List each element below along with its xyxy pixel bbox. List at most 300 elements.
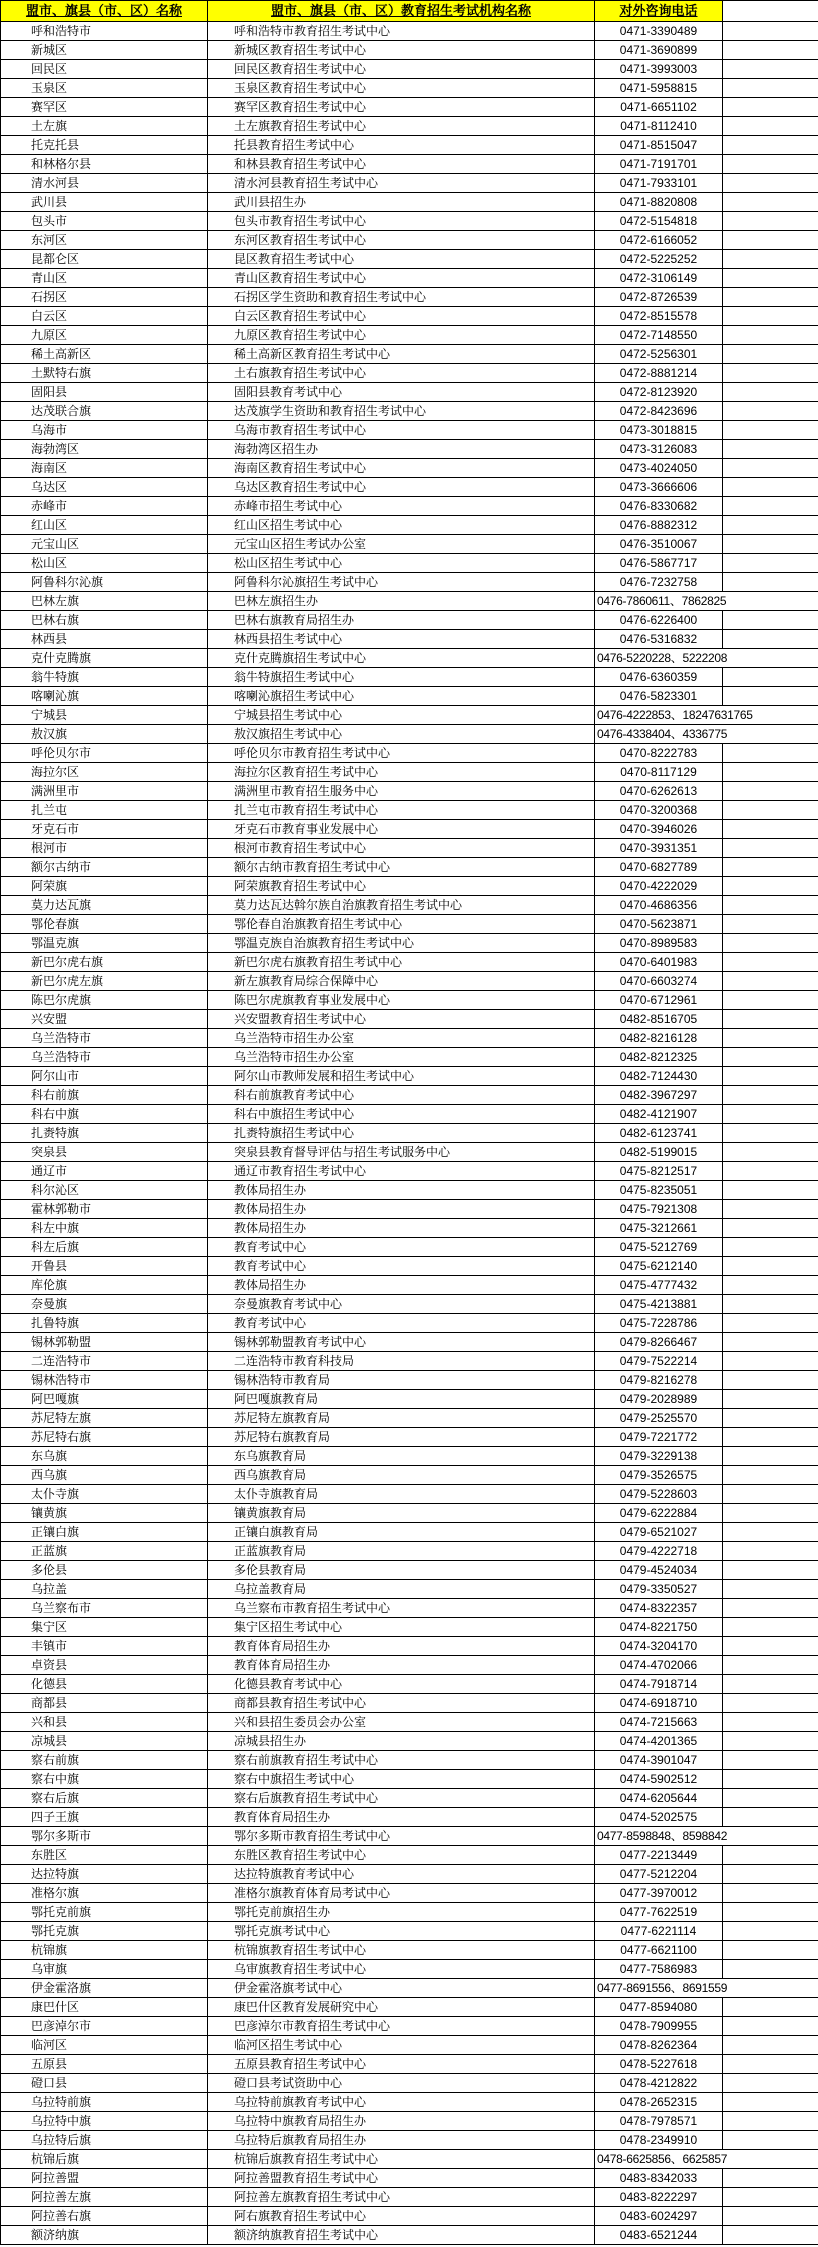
phone-cell: 0483-6024297 xyxy=(594,2207,723,2225)
org-name-cell: 磴口县考试资助中心 xyxy=(207,2074,594,2092)
region-name-cell: 海南区 xyxy=(0,459,207,477)
row-right-margin xyxy=(723,1219,818,1237)
phone-cell: 0472-3106149 xyxy=(594,269,723,287)
table-row xyxy=(0,687,818,706)
org-name-cell: 石拐区学生资助和教育招生考试中心 xyxy=(207,288,594,306)
region-name-cell: 伊金霍洛旗 xyxy=(0,1979,207,1997)
row-right-margin xyxy=(723,1276,818,1294)
table-row xyxy=(0,763,818,782)
org-name-cell: 新巴尔虎右旗教育招生考试中心 xyxy=(207,953,594,971)
phone-cell: 0474-3901047 xyxy=(594,1751,723,1769)
region-name-cell: 正镶白旗 xyxy=(0,1523,207,1541)
table-row xyxy=(0,478,818,497)
region-name-cell: 兴安盟 xyxy=(0,1010,207,1028)
phone-cell: 0471-6651102 xyxy=(594,98,723,116)
org-name-cell: 教体局招生办 xyxy=(207,1219,594,1237)
row-right-margin xyxy=(723,155,818,173)
phone-cell: 0479-8266467 xyxy=(594,1333,723,1351)
table-body xyxy=(0,22,818,2245)
region-name-cell: 开鲁县 xyxy=(0,1257,207,1275)
region-name-cell: 乌拉特前旗 xyxy=(0,2093,207,2111)
row-right-margin xyxy=(723,1124,818,1142)
table-row xyxy=(0,364,818,383)
table-row xyxy=(0,1770,818,1789)
phone-cell: 0479-7221772 xyxy=(594,1428,723,1446)
phone-cell: 0470-8989583 xyxy=(594,934,723,952)
row-right-margin xyxy=(723,744,818,762)
row-right-margin xyxy=(723,478,818,496)
region-name-cell: 科右前旗 xyxy=(0,1086,207,1104)
org-name-cell: 准格尔旗教育体育局考试中心 xyxy=(207,1884,594,1902)
phone-cell: 0472-5154818 xyxy=(594,212,723,230)
row-right-margin xyxy=(723,1409,818,1427)
region-name-cell: 鄂温克旗 xyxy=(0,934,207,952)
region-name-cell: 阿巴嘎旗 xyxy=(0,1390,207,1408)
org-name-cell: 五原县教育招生考试中心 xyxy=(207,2055,594,2073)
table-row xyxy=(0,98,818,117)
phone-cell: 0479-8216278 xyxy=(594,1371,723,1389)
row-right-margin xyxy=(723,630,818,648)
org-name-cell: 乌审旗教育招生考试中心 xyxy=(207,1960,594,1978)
row-right-margin xyxy=(723,1048,818,1066)
row-right-margin xyxy=(723,1789,818,1807)
org-name-cell: 根河市教育招生考试中心 xyxy=(207,839,594,857)
table-row xyxy=(0,1466,818,1485)
table-row xyxy=(0,915,818,934)
phone-cell: 0476-6226400 xyxy=(594,611,723,629)
org-name-cell: 化德县教育考试中心 xyxy=(207,1675,594,1693)
region-name-cell: 呼伦贝尔市 xyxy=(0,744,207,762)
region-name-cell: 鄂伦春旗 xyxy=(0,915,207,933)
org-name-cell: 通辽市教育招生考试中心 xyxy=(207,1162,594,1180)
phone-cell: 0474-6205644 xyxy=(594,1789,723,1807)
phone-cell: 0470-8222783 xyxy=(594,744,723,762)
org-name-cell: 包头市教育招生考试中心 xyxy=(207,212,594,230)
phone-cell: 0476-5316832 xyxy=(594,630,723,648)
table-row xyxy=(0,1960,818,1979)
region-name-cell: 阿拉善右旗 xyxy=(0,2207,207,2225)
phone-cell: 0477-8594080 xyxy=(594,1998,723,2016)
phone-cell: 0470-3200368 xyxy=(594,801,723,819)
org-name-cell: 锡林浩特市教育局 xyxy=(207,1371,594,1389)
region-name-cell: 赛罕区 xyxy=(0,98,207,116)
row-right-margin xyxy=(723,2188,818,2206)
table-row xyxy=(0,1979,818,1998)
row-right-margin xyxy=(723,288,818,306)
org-name-cell: 阿右旗教育招生考试中心 xyxy=(207,2207,594,2225)
region-name-cell: 突泉县 xyxy=(0,1143,207,1161)
table-row xyxy=(0,1485,818,1504)
phone-cell: 0472-7148550 xyxy=(594,326,723,344)
org-name-cell: 克什克腾旗招生考试中心 xyxy=(207,649,594,667)
row-right-margin xyxy=(723,554,818,572)
table-row xyxy=(0,2036,818,2055)
org-name-cell: 土左旗教育招生考试中心 xyxy=(207,117,594,135)
table-row xyxy=(0,1105,818,1124)
region-name-cell: 二连浩特市 xyxy=(0,1352,207,1370)
org-name-cell: 满洲里市教育招生服务中心 xyxy=(207,782,594,800)
row-right-margin xyxy=(723,22,818,40)
region-name-cell: 玉泉区 xyxy=(0,79,207,97)
table-row xyxy=(0,668,818,687)
org-name-cell: 鄂尔多斯市教育招生考试中心 xyxy=(207,1827,594,1845)
table-row xyxy=(0,1713,818,1732)
region-name-cell: 阿拉善左旗 xyxy=(0,2188,207,2206)
table-row xyxy=(0,402,818,421)
org-name-cell: 玉泉区教育招生考试中心 xyxy=(207,79,594,97)
table-row xyxy=(0,1219,818,1238)
row-right-margin xyxy=(723,1067,818,1085)
table-row xyxy=(0,2207,818,2226)
row-right-margin xyxy=(723,2131,818,2149)
table-row xyxy=(0,839,818,858)
region-name-cell: 根河市 xyxy=(0,839,207,857)
row-right-margin xyxy=(723,2150,818,2168)
row-right-margin xyxy=(723,1542,818,1560)
region-name-cell: 科尔沁区 xyxy=(0,1181,207,1199)
phone-cell: 0470-6262613 xyxy=(594,782,723,800)
region-name-cell: 乌兰浩特市 xyxy=(0,1048,207,1066)
phone-cell: 0472-6166052 xyxy=(594,231,723,249)
table-row xyxy=(0,117,818,136)
row-right-margin xyxy=(723,41,818,59)
row-right-margin xyxy=(723,839,818,857)
region-name-cell: 土默特右旗 xyxy=(0,364,207,382)
phone-cell: 0474-5902512 xyxy=(594,1770,723,1788)
phone-cell: 0475-3212661 xyxy=(594,1219,723,1237)
table-row xyxy=(0,1694,818,1713)
phone-cell: 0476-4222853、18247631765 xyxy=(594,706,723,724)
row-right-margin xyxy=(723,1656,818,1674)
org-name-cell: 九原区教育招生考试中心 xyxy=(207,326,594,344)
table-row xyxy=(0,1428,818,1447)
row-right-margin xyxy=(723,801,818,819)
phone-cell: 0475-6212140 xyxy=(594,1257,723,1275)
row-right-margin xyxy=(723,1580,818,1598)
row-right-margin xyxy=(723,2074,818,2092)
phone-cell: 0471-7933101 xyxy=(594,174,723,192)
org-name-cell: 苏尼特右旗教育局 xyxy=(207,1428,594,1446)
table-row xyxy=(0,1732,818,1751)
table-row xyxy=(0,516,818,535)
row-right-margin xyxy=(723,79,818,97)
header-right-margin xyxy=(723,1,818,21)
region-name-cell: 正蓝旗 xyxy=(0,1542,207,1560)
row-right-margin xyxy=(723,877,818,895)
table-row xyxy=(0,744,818,763)
table-row xyxy=(0,2226,818,2245)
region-name-cell: 扎赉特旗 xyxy=(0,1124,207,1142)
row-right-margin xyxy=(723,1941,818,1959)
region-name-cell: 杭锦旗 xyxy=(0,1941,207,1959)
region-name-cell: 化德县 xyxy=(0,1675,207,1693)
org-name-cell: 杭锦旗教育招生考试中心 xyxy=(207,1941,594,1959)
org-name-cell: 苏尼特左旗教育局 xyxy=(207,1409,594,1427)
table-row xyxy=(0,1200,818,1219)
org-name-cell: 白云区教育招生考试中心 xyxy=(207,307,594,325)
phone-cell: 0472-8123920 xyxy=(594,383,723,401)
table-row xyxy=(0,79,818,98)
phone-cell: 0470-6712961 xyxy=(594,991,723,1009)
phone-cell: 0478-7909955 xyxy=(594,2017,723,2035)
region-name-cell: 杭锦后旗 xyxy=(0,2150,207,2168)
row-right-margin xyxy=(723,1010,818,1028)
phone-cell: 0482-4121907 xyxy=(594,1105,723,1123)
org-name-cell: 伊金霍洛旗考试中心 xyxy=(207,1979,594,1997)
row-right-margin xyxy=(723,231,818,249)
phone-cell: 0471-8515047 xyxy=(594,136,723,154)
org-name-cell: 稀土高新区教育招生考试中心 xyxy=(207,345,594,363)
table-row xyxy=(0,1029,818,1048)
phone-cell: 0472-8423696 xyxy=(594,402,723,420)
region-name-cell: 呼和浩特市 xyxy=(0,22,207,40)
org-name-cell: 固阳县教育考试中心 xyxy=(207,383,594,401)
row-right-margin xyxy=(723,2055,818,2073)
region-name-cell: 乌达区 xyxy=(0,478,207,496)
org-name-cell: 教体局招生办 xyxy=(207,1200,594,1218)
phone-cell: 0479-5228603 xyxy=(594,1485,723,1503)
row-right-margin xyxy=(723,934,818,952)
phone-cell: 0476-5823301 xyxy=(594,687,723,705)
phone-cell: 0471-3690899 xyxy=(594,41,723,59)
org-name-cell: 托县教育招生考试中心 xyxy=(207,136,594,154)
table-row xyxy=(0,1865,818,1884)
region-name-cell: 额尔古纳市 xyxy=(0,858,207,876)
table-row xyxy=(0,1542,818,1561)
table-row xyxy=(0,1067,818,1086)
region-name-cell: 商都县 xyxy=(0,1694,207,1712)
org-name-cell: 林西县招生考试中心 xyxy=(207,630,594,648)
org-name-cell: 乌拉盖教育局 xyxy=(207,1580,594,1598)
table-row xyxy=(0,136,818,155)
table-row xyxy=(0,212,818,231)
phone-cell: 0470-3931351 xyxy=(594,839,723,857)
phone-cell: 0472-8515578 xyxy=(594,307,723,325)
region-name-cell: 霍林郭勒市 xyxy=(0,1200,207,1218)
org-name-cell: 元宝山区招生考试办公室 xyxy=(207,535,594,553)
org-name-cell: 海南区教育招生考试中心 xyxy=(207,459,594,477)
table-row xyxy=(0,1409,818,1428)
org-name-cell: 扎赉特旗招生考试中心 xyxy=(207,1124,594,1142)
region-name-cell: 鄂托克旗 xyxy=(0,1922,207,1940)
phone-cell: 0476-8882312 xyxy=(594,516,723,534)
phone-cell: 0476-8330682 xyxy=(594,497,723,515)
phone-cell: 0475-8235051 xyxy=(594,1181,723,1199)
org-name-cell: 多伦县教育局 xyxy=(207,1561,594,1579)
region-name-cell: 巴林右旗 xyxy=(0,611,207,629)
row-right-margin xyxy=(723,1200,818,1218)
row-right-margin xyxy=(723,1561,818,1579)
org-name-cell: 教育体育局招生办 xyxy=(207,1637,594,1655)
table-row xyxy=(0,1808,818,1827)
row-right-margin xyxy=(723,953,818,971)
table-row xyxy=(0,1086,818,1105)
region-name-cell: 五原县 xyxy=(0,2055,207,2073)
table-row xyxy=(0,345,818,364)
table-row xyxy=(0,2074,818,2093)
region-name-cell: 红山区 xyxy=(0,516,207,534)
table-row xyxy=(0,592,818,611)
table-row xyxy=(0,972,818,991)
region-name-cell: 赤峰市 xyxy=(0,497,207,515)
table-row xyxy=(0,820,818,839)
phone-cell: 0478-6625856、6625857 xyxy=(594,2150,723,2168)
phone-cell: 0477-5212204 xyxy=(594,1865,723,1883)
org-name-cell: 乌达区教育招生考试中心 xyxy=(207,478,594,496)
row-right-margin xyxy=(723,1751,818,1769)
org-name-cell: 乌海市教育招生考试中心 xyxy=(207,421,594,439)
table-row xyxy=(0,1333,818,1352)
table-row xyxy=(0,1181,818,1200)
table-row xyxy=(0,155,818,174)
row-right-margin xyxy=(723,1922,818,1940)
table-row xyxy=(0,1675,818,1694)
table-row xyxy=(0,725,818,744)
phone-cell: 0476-5220228、5222208 xyxy=(594,649,723,667)
phone-cell: 0472-5256301 xyxy=(594,345,723,363)
org-name-cell: 鄂托克前旗招生办 xyxy=(207,1903,594,1921)
row-right-margin xyxy=(723,1618,818,1636)
org-name-cell: 额尔古纳市教育招生考试中心 xyxy=(207,858,594,876)
table-row xyxy=(0,2169,818,2188)
table-row xyxy=(0,858,818,877)
table-row xyxy=(0,1352,818,1371)
row-right-margin xyxy=(723,1979,818,1997)
phone-cell: 0473-3666606 xyxy=(594,478,723,496)
phone-cell: 0474-8322357 xyxy=(594,1599,723,1617)
region-name-cell: 东胜区 xyxy=(0,1846,207,1864)
table-row xyxy=(0,991,818,1010)
org-name-cell: 教育体育局招生办 xyxy=(207,1808,594,1826)
row-right-margin xyxy=(723,592,818,610)
header-org-name: 盟市、旗县（市、区）教育招生考试机构名称 xyxy=(207,1,594,21)
row-right-margin xyxy=(723,440,818,458)
region-name-cell: 丰镇市 xyxy=(0,1637,207,1655)
region-name-cell: 陈巴尔虎旗 xyxy=(0,991,207,1009)
row-right-margin xyxy=(723,1960,818,1978)
row-right-margin xyxy=(723,535,818,553)
region-name-cell: 满洲里市 xyxy=(0,782,207,800)
region-name-cell: 西乌旗 xyxy=(0,1466,207,1484)
phone-cell: 0470-6401983 xyxy=(594,953,723,971)
row-right-margin xyxy=(723,706,818,724)
region-name-cell: 阿拉善盟 xyxy=(0,2169,207,2187)
org-name-cell: 宁城县招生考试中心 xyxy=(207,706,594,724)
region-name-cell: 乌拉特后旗 xyxy=(0,2131,207,2149)
row-right-margin xyxy=(723,725,818,743)
org-name-cell: 鄂温克族自治旗教育招生考试中心 xyxy=(207,934,594,952)
row-right-margin xyxy=(723,136,818,154)
table-row xyxy=(0,1295,818,1314)
row-right-margin xyxy=(723,383,818,401)
table-row xyxy=(0,1618,818,1637)
region-name-cell: 回民区 xyxy=(0,60,207,78)
phone-cell: 0479-3526575 xyxy=(594,1466,723,1484)
table-row xyxy=(0,1580,818,1599)
region-name-cell: 达茂联合旗 xyxy=(0,402,207,420)
phone-cell: 0479-6521027 xyxy=(594,1523,723,1541)
row-right-margin xyxy=(723,1504,818,1522)
table-row xyxy=(0,877,818,896)
table-row xyxy=(0,1314,818,1333)
region-name-cell: 鄂托克前旗 xyxy=(0,1903,207,1921)
row-right-margin xyxy=(723,459,818,477)
table-row xyxy=(0,22,818,41)
row-right-margin xyxy=(723,573,818,591)
org-name-cell: 阿拉善左旗教育招生考试中心 xyxy=(207,2188,594,2206)
phone-cell: 0478-2652315 xyxy=(594,2093,723,2111)
region-name-cell: 乌拉特中旗 xyxy=(0,2112,207,2130)
org-name-cell: 锡林郭勒盟教育考试中心 xyxy=(207,1333,594,1351)
row-right-margin xyxy=(723,1295,818,1313)
row-right-margin xyxy=(723,820,818,838)
phone-cell: 0474-4702066 xyxy=(594,1656,723,1674)
table-row xyxy=(0,269,818,288)
phone-cell: 0475-5212769 xyxy=(594,1238,723,1256)
phone-cell: 0476-4338404、4336775 xyxy=(594,725,723,743)
phone-cell: 0476-5867717 xyxy=(594,554,723,572)
region-name-cell: 科左中旗 xyxy=(0,1219,207,1237)
row-right-margin xyxy=(723,1029,818,1047)
region-name-cell: 和林格尔县 xyxy=(0,155,207,173)
org-name-cell: 翁牛特旗招生考试中心 xyxy=(207,668,594,686)
row-right-margin xyxy=(723,1333,818,1351)
region-name-cell: 土左旗 xyxy=(0,117,207,135)
region-name-cell: 海勃湾区 xyxy=(0,440,207,458)
org-name-cell: 鄂托克旗考试中心 xyxy=(207,1922,594,1940)
table-row xyxy=(0,1561,818,1580)
phone-cell: 0479-6222884 xyxy=(594,1504,723,1522)
row-right-margin xyxy=(723,1352,818,1370)
org-name-cell: 赤峰市招生考试中心 xyxy=(207,497,594,515)
org-name-cell: 扎兰屯市教育招生考试中心 xyxy=(207,801,594,819)
org-name-cell: 兴和县招生委员会办公室 xyxy=(207,1713,594,1731)
region-name-cell: 巴林左旗 xyxy=(0,592,207,610)
row-right-margin xyxy=(723,212,818,230)
phone-cell: 0471-8820808 xyxy=(594,193,723,211)
region-name-cell: 科右中旗 xyxy=(0,1105,207,1123)
org-name-cell: 达拉特旗教育考试中心 xyxy=(207,1865,594,1883)
row-right-margin xyxy=(723,1371,818,1389)
phone-cell: 0474-3204170 xyxy=(594,1637,723,1655)
phone-cell: 0482-8216128 xyxy=(594,1029,723,1047)
region-name-cell: 科左后旗 xyxy=(0,1238,207,1256)
phone-cell: 0478-4212822 xyxy=(594,2074,723,2092)
phone-cell: 0477-8598848、8598842 xyxy=(594,1827,723,1845)
table-row xyxy=(0,60,818,79)
row-right-margin xyxy=(723,1466,818,1484)
region-name-cell: 锡林浩特市 xyxy=(0,1371,207,1389)
phone-cell: 0470-4686356 xyxy=(594,896,723,914)
org-name-cell: 鄂伦春自治旗教育招生考试中心 xyxy=(207,915,594,933)
table-row xyxy=(0,649,818,668)
region-name-cell: 昆都仑区 xyxy=(0,250,207,268)
org-name-cell: 二连浩特市教育科技局 xyxy=(207,1352,594,1370)
region-name-cell: 兴和县 xyxy=(0,1713,207,1731)
phone-cell: 0482-8516705 xyxy=(594,1010,723,1028)
org-name-cell: 新城区教育招生考试中心 xyxy=(207,41,594,59)
region-name-cell: 扎兰屯 xyxy=(0,801,207,819)
region-name-cell: 九原区 xyxy=(0,326,207,344)
region-name-cell: 察右前旗 xyxy=(0,1751,207,1769)
row-right-margin xyxy=(723,1086,818,1104)
table-row xyxy=(0,611,818,630)
phone-cell: 0475-8212517 xyxy=(594,1162,723,1180)
org-name-cell: 武川县招生办 xyxy=(207,193,594,211)
org-name-cell: 阿鲁科尔沁旗招生考试中心 xyxy=(207,573,594,591)
row-right-margin xyxy=(723,421,818,439)
region-name-cell: 苏尼特左旗 xyxy=(0,1409,207,1427)
